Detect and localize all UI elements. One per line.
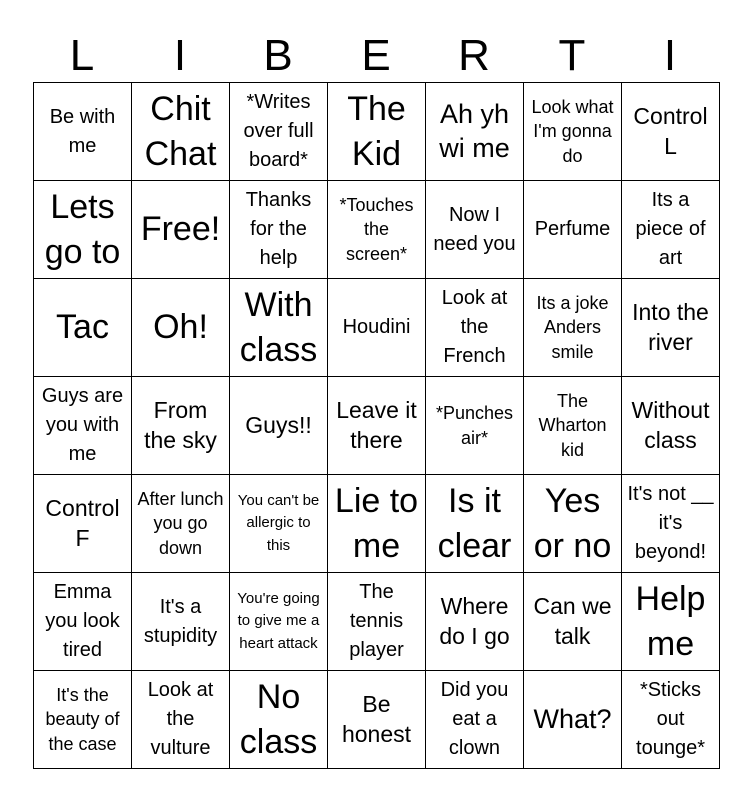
bingo-cell-r6-c5[interactable]: Where do I go: [426, 573, 524, 671]
bingo-cell-r1-c5[interactable]: Ah yh wi me: [426, 83, 524, 181]
bingo-cell-r3-c6[interactable]: Its a joke Anders smile: [524, 279, 622, 377]
bingo-cell-r4-c5[interactable]: *Punches air*: [426, 377, 524, 475]
bingo-cell-r1-c7[interactable]: Control L: [622, 83, 720, 181]
bingo-cell-r7-c6[interactable]: What?: [524, 671, 622, 769]
bingo-cell-r2-c7[interactable]: Its a piece of art: [622, 181, 720, 279]
bingo-cell-r4-c1[interactable]: Guys are you with me: [34, 377, 132, 475]
bingo-cell-r3-c3[interactable]: With class: [230, 279, 328, 377]
bingo-cell-r5-c5[interactable]: Is it clear: [426, 475, 524, 573]
bingo-cell-r5-c3[interactable]: You can't be allergic to this: [230, 475, 328, 573]
header-letter-2: I: [173, 31, 187, 80]
bingo-cell-r3-c7[interactable]: Into the river: [622, 279, 720, 377]
bingo-cell-r3-c5[interactable]: Look at the French: [426, 279, 524, 377]
bingo-cell-r2-c2[interactable]: Free!: [132, 181, 230, 279]
bingo-cell-r5-c7[interactable]: It's not __ it's beyond!: [622, 475, 720, 573]
bingo-cell-r2-c3[interactable]: Thanks for the help: [230, 181, 328, 279]
bingo-cell-r6-c7[interactable]: Help me: [622, 573, 720, 671]
bingo-cell-r3-c1[interactable]: Tac: [34, 279, 132, 377]
bingo-cell-r1-c4[interactable]: The Kid: [328, 83, 426, 181]
header-letter-5: R: [458, 31, 490, 80]
bingo-cell-r4-c6[interactable]: The Wharton kid: [524, 377, 622, 475]
bingo-cell-r5-c6[interactable]: Yes or no: [524, 475, 622, 573]
bingo-cell-r1-c3[interactable]: *Writes over full board*: [230, 83, 328, 181]
bingo-cell-r5-c4[interactable]: Lie to me: [328, 475, 426, 573]
bingo-board: [33, 82, 720, 769]
bingo-cell-r1-c1[interactable]: Be with me: [34, 83, 132, 181]
bingo-header: [33, 30, 719, 82]
bingo-cell-r7-c5[interactable]: Did you eat a clown: [426, 671, 524, 769]
bingo-cell-r4-c3[interactable]: Guys!!: [230, 377, 328, 475]
bingo-cell-r6-c4[interactable]: The tennis player: [328, 573, 426, 671]
bingo-cell-r2-c4[interactable]: *Touches the screen*: [328, 181, 426, 279]
bingo-cell-r7-c7[interactable]: *Sticks out tounge*: [622, 671, 720, 769]
bingo-cell-r3-c2[interactable]: Oh!: [132, 279, 230, 377]
bingo-cell-r4-c2[interactable]: From the sky: [132, 377, 230, 475]
bingo-cell-r6-c6[interactable]: Can we talk: [524, 573, 622, 671]
bingo-cell-r6-c1[interactable]: Emma you look tired: [34, 573, 132, 671]
header-letter-3: B: [263, 31, 293, 80]
bingo-cell-r7-c2[interactable]: Look at the vulture: [132, 671, 230, 769]
header-letter-1: L: [69, 31, 95, 80]
bingo-cell-r5-c2[interactable]: After lunch you go down: [132, 475, 230, 573]
bingo-cell-r6-c2[interactable]: It's a stupidity: [132, 573, 230, 671]
bingo-cell-r5-c1[interactable]: Control F: [34, 475, 132, 573]
bingo-cell-r1-c6[interactable]: Look what I'm gonna do: [524, 83, 622, 181]
bingo-cell-r3-c4[interactable]: Houdini: [328, 279, 426, 377]
bingo-cell-r2-c5[interactable]: Now I need you: [426, 181, 524, 279]
bingo-cell-r2-c1[interactable]: Lets go to: [34, 181, 132, 279]
header-letter-7: I: [663, 31, 677, 80]
header-letter-4: E: [361, 31, 391, 80]
bingo-cell-r6-c3[interactable]: You're going to give me a heart attack: [230, 573, 328, 671]
bingo-cell-r1-c2[interactable]: Chit Chat: [132, 83, 230, 181]
bingo-cell-r7-c3[interactable]: No class: [230, 671, 328, 769]
bingo-cell-r7-c4[interactable]: Be honest: [328, 671, 426, 769]
bingo-cell-r4-c7[interactable]: Without class: [622, 377, 720, 475]
bingo-cell-r4-c4[interactable]: Leave it there: [328, 377, 426, 475]
bingo-cell-r2-c6[interactable]: Perfume: [524, 181, 622, 279]
header-letter-6: T: [558, 31, 586, 80]
bingo-cell-r7-c1[interactable]: It's the beauty of the case: [34, 671, 132, 769]
